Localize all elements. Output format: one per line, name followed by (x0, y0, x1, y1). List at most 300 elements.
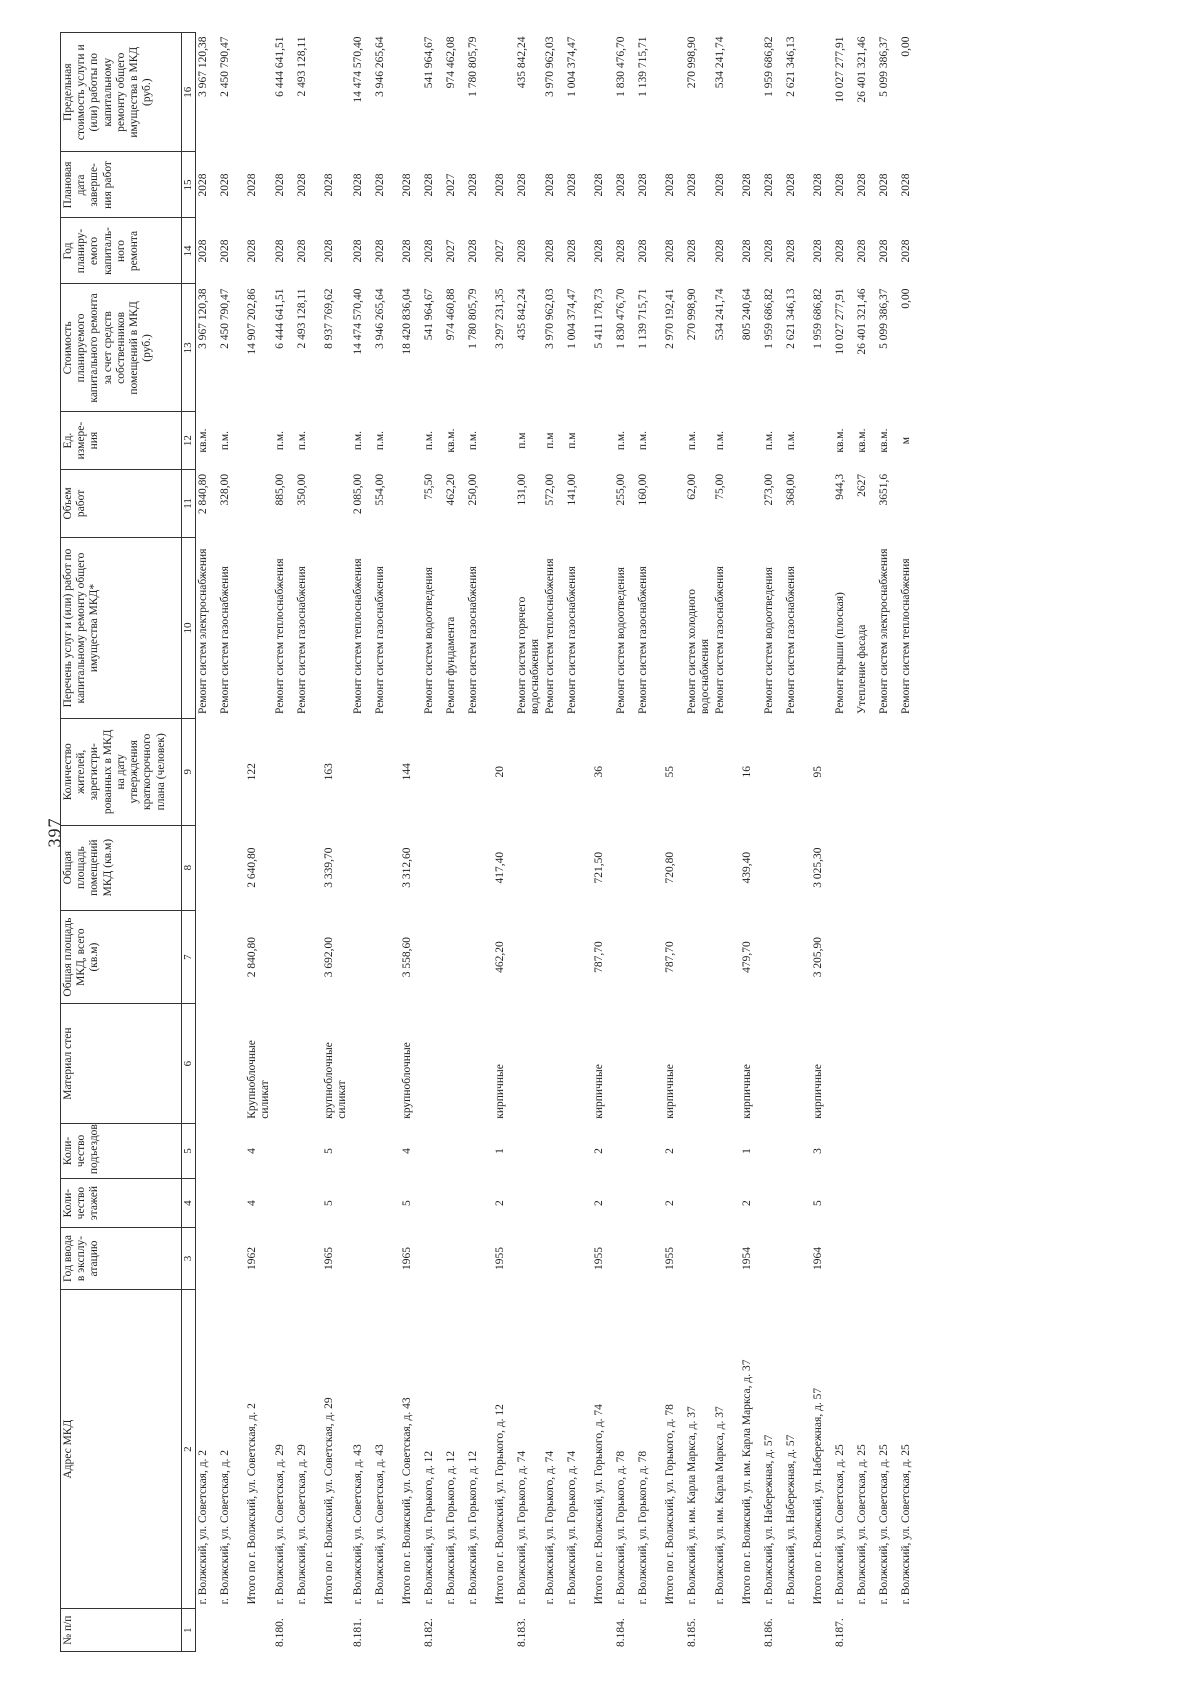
unit: п.м. (422, 430, 435, 451)
work-type: Ремонт систем теплоснабжения (900, 558, 913, 715)
completion-date: 2028 (543, 173, 556, 197)
column-header: Количество жителей, зарегистри-рованных в МКД на дату утверждения краткосрочного плана (человек) (61, 719, 182, 826)
premises-area (685, 825, 713, 910)
residents-count (351, 719, 373, 826)
limit-cost: 10 027 277,91 (834, 36, 847, 103)
work-type (658, 537, 685, 718)
row-number (395, 1609, 422, 1652)
completion-date: 2027 (444, 173, 457, 197)
work-type: Ремонт систем теплоснабжения (351, 558, 364, 715)
completion-date: 2028 (714, 173, 727, 197)
total-area (784, 910, 806, 1004)
repair-year: 2028 (515, 239, 528, 263)
row-number (240, 1609, 273, 1652)
column-header: Общая площадь МКД, всего (кв.м) (61, 910, 182, 1004)
work-volume: 75,00 (714, 473, 727, 500)
floors-count: 5 (323, 1200, 336, 1206)
total-row (587, 33, 614, 1652)
residents-count (614, 719, 636, 826)
repair-year: 2028 (422, 239, 435, 263)
planned-cost: 534 241,74 (714, 288, 727, 341)
limit-cost (658, 33, 685, 152)
total-row (806, 33, 833, 1652)
commissioning-year (444, 1228, 466, 1290)
repair-year: 2028 (351, 239, 364, 263)
floors-count (373, 1179, 395, 1228)
entrances-count: 3 (812, 1148, 825, 1154)
commissioning-year (713, 1228, 735, 1290)
floors-count (636, 1179, 658, 1228)
residents-count (877, 719, 899, 826)
entrances-count (636, 1123, 658, 1178)
wall-material: кирпичные (741, 1064, 754, 1119)
completion-date: 2028 (878, 173, 891, 197)
repair-year: 2028 (785, 239, 798, 263)
limit-cost (587, 33, 614, 152)
repair-year: 2027 (493, 239, 506, 263)
work-type: Ремонт систем теплоснабжения (543, 558, 556, 715)
premises-area (466, 825, 488, 910)
completion-date: 2028 (422, 173, 435, 197)
commissioning-year: 1964 (812, 1247, 825, 1270)
work-volume: 62,00 (685, 473, 698, 500)
planned-cost: 5 099 386,37 (878, 288, 891, 349)
planned-cost: 14 907 202,86 (245, 288, 258, 355)
work-type (317, 537, 350, 718)
premises-area: 3 312,60 (400, 847, 413, 888)
total-area (273, 910, 295, 1004)
address: г. Волжский, ул. Советская, д. 25 (878, 1444, 891, 1605)
repair-year: 2028 (834, 239, 847, 263)
address: г. Волжский, ул. Горького, д. 12 (466, 1450, 479, 1605)
unit: п.м. (636, 430, 649, 451)
row-number (735, 1609, 762, 1652)
row-number (877, 1609, 899, 1652)
work-type: Ремонт систем горячего водоснабжения (515, 596, 541, 715)
table-row (273, 33, 295, 1652)
total-row (735, 33, 762, 1652)
premises-area: 3 339,70 (323, 847, 336, 888)
residents-count (218, 719, 240, 826)
work-type: Ремонт систем холодного водоснабжения (685, 588, 712, 715)
column-number: 8 (182, 825, 196, 910)
commissioning-year: 1962 (245, 1247, 258, 1270)
work-type: Ремонт систем электроснабжения (878, 548, 891, 715)
address: Итого по г. Волжский, ул. им. Карла Маркса, д. 37 (741, 1359, 754, 1605)
address: г. Волжский, ул. Горького, д. 78 (636, 1450, 649, 1605)
table-row (295, 33, 317, 1652)
planned-cost: 3 967 120,38 (196, 288, 209, 349)
table-row (515, 33, 543, 1652)
premises-area (833, 825, 855, 910)
total-area: 462,20 (493, 941, 506, 973)
total-area: 479,70 (741, 941, 754, 973)
unit: п.м (515, 432, 528, 449)
total-area (218, 910, 240, 1004)
unit (658, 412, 685, 470)
commissioning-year (685, 1228, 713, 1290)
table-row (543, 33, 565, 1652)
completion-date: 2028 (373, 173, 386, 197)
wall-material (833, 1004, 855, 1123)
commissioning-year: 1955 (493, 1247, 506, 1270)
commissioning-year (515, 1228, 543, 1290)
repair-year: 2028 (636, 239, 649, 263)
row-number (855, 1609, 877, 1652)
column-header: Предельная стоимость услуги и (или) работы по капитальному ремонту общего имущества в МКД (руб.) (61, 33, 182, 152)
column-number: 13 (182, 284, 196, 412)
unit: п.м. (685, 430, 698, 451)
completion-date: 2028 (323, 173, 336, 197)
column-header: № п/п (61, 1609, 182, 1652)
commissioning-year (295, 1228, 317, 1290)
table-row (784, 33, 806, 1652)
completion-date: 2028 (636, 173, 649, 197)
column-header: Объем работ (61, 469, 182, 537)
column-header: Год ввода в эксплу-атацию (61, 1228, 182, 1290)
floors-count (273, 1179, 295, 1228)
entrances-count (543, 1123, 565, 1178)
planned-cost: 18 420 836,04 (400, 288, 413, 355)
column-header: Коли-чество подъездов (61, 1123, 182, 1178)
table-row (713, 33, 735, 1652)
address: г. Волжский, ул. Горького, д. 78 (614, 1450, 627, 1605)
premises-area (614, 825, 636, 910)
work-volume (899, 469, 921, 537)
total-area (515, 910, 543, 1004)
limit-cost (806, 33, 833, 152)
wall-material (636, 1004, 658, 1123)
planned-cost: 2 970 192,41 (663, 288, 676, 349)
limit-cost: 3 946 265,64 (373, 36, 386, 97)
completion-date: 2028 (856, 173, 869, 197)
column-number: 3 (182, 1228, 196, 1290)
unit (806, 412, 833, 470)
repair-year: 2028 (196, 239, 209, 263)
planned-cost: 26 401 321,46 (856, 288, 869, 355)
row-number: 8.186. (763, 1618, 776, 1647)
planned-cost: 0,00 (900, 288, 913, 309)
entrances-count (218, 1123, 240, 1178)
address: Итого по г. Волжский, ул. Горького, д. 78 (663, 1404, 676, 1605)
completion-date: 2028 (785, 173, 798, 197)
table-row (466, 33, 488, 1652)
completion-date: 2028 (466, 173, 479, 197)
work-type: Ремонт систем водоотведения (763, 567, 776, 715)
repair-year: 2028 (685, 239, 698, 263)
work-volume: 131,00 (515, 473, 528, 506)
work-volume: 2627 (856, 473, 869, 497)
entrances-count: 2 (592, 1148, 605, 1154)
commissioning-year (636, 1228, 658, 1290)
entrances-count (351, 1123, 373, 1178)
address: г. Волжский, ул. Горького, д. 74 (515, 1450, 528, 1605)
completion-date: 2028 (592, 173, 605, 197)
limit-cost: 974 462,08 (444, 36, 457, 89)
unit: кв.м. (878, 428, 891, 453)
repair-year: 2028 (878, 239, 891, 263)
premises-area (218, 825, 240, 910)
completion-date: 2028 (296, 173, 309, 197)
premises-area: 439,40 (741, 851, 754, 884)
limit-cost: 1 959 686,82 (763, 36, 776, 97)
entrances-count (515, 1123, 543, 1178)
commissioning-year (784, 1228, 806, 1290)
table-row (218, 33, 240, 1652)
address: Итого по г. Волжский, ул. Горького, д. 12 (493, 1404, 506, 1605)
entrances-count (899, 1123, 921, 1178)
premises-area (784, 825, 806, 910)
limit-cost: 2 621 346,13 (785, 36, 798, 97)
entrances-count (466, 1123, 488, 1178)
commissioning-year (422, 1228, 444, 1290)
premises-area (273, 825, 295, 910)
residents-count (373, 719, 395, 826)
address: Итого по г. Волжский, ул. Советская, д. 43 (400, 1397, 413, 1605)
row-number (784, 1609, 806, 1652)
work-type: Ремонт систем водоотведения (614, 567, 627, 715)
planned-cost: 1 004 374,47 (565, 288, 578, 349)
column-header: Общая площадь помещений МКД (кв.м) (61, 825, 182, 910)
floors-count (833, 1179, 855, 1228)
premises-area (565, 825, 587, 910)
total-area: 3 205,90 (812, 936, 825, 978)
work-type: Ремонт систем газоснабжения (785, 566, 798, 715)
work-type (806, 537, 833, 718)
completion-date: 2028 (741, 173, 754, 197)
total-area (877, 910, 899, 1004)
wall-material (273, 1004, 295, 1123)
row-number: 8.183. (515, 1618, 528, 1647)
premises-area: 417,40 (493, 851, 506, 884)
repair-year: 2028 (614, 239, 627, 263)
work-type: Ремонт систем газоснабжения (373, 566, 386, 715)
column-header: Коли-чество этажей (61, 1179, 182, 1228)
work-type (395, 537, 422, 718)
floors-count (422, 1179, 444, 1228)
limit-cost (317, 33, 350, 152)
table-row (614, 33, 636, 1652)
work-volume: 273,00 (763, 473, 776, 506)
completion-date: 2028 (515, 173, 528, 197)
repair-year: 2028 (812, 239, 825, 263)
table-row (899, 33, 921, 1652)
limit-cost: 1 004 374,47 (565, 36, 578, 97)
work-volume (587, 469, 614, 537)
unit: п.м. (373, 430, 386, 451)
limit-cost: 0,00 (900, 36, 913, 57)
floors-count (515, 1179, 543, 1228)
wall-material: Крупноблочные силикат (245, 1040, 271, 1119)
planned-cost: 1 780 805,79 (466, 288, 479, 349)
column-number: 5 (182, 1123, 196, 1178)
limit-cost: 26 401 321,46 (856, 36, 869, 103)
entrances-count (444, 1123, 466, 1178)
total-area (636, 910, 658, 1004)
unit: п.м. (614, 430, 627, 451)
row-number (488, 1609, 515, 1652)
table-row (373, 33, 395, 1652)
unit: п.м. (466, 430, 479, 451)
repair-year: 2028 (856, 239, 869, 263)
address: г. Волжский, ул. Советская, д. 2 (218, 1449, 231, 1605)
column-header: Стоимость планируемого капитального ремонта за счет средств собственников помещений в МКД (руб.) (61, 284, 182, 412)
limit-cost: 6 444 641,51 (274, 36, 287, 97)
wall-material (515, 1004, 543, 1123)
work-volume: 255,00 (614, 473, 627, 506)
total-area (195, 910, 218, 1004)
unit: п.м. (296, 430, 309, 451)
residents-count: 95 (812, 766, 825, 778)
planned-cost: 3 297 231,35 (493, 288, 506, 349)
total-row (240, 33, 273, 1652)
premises-area (422, 825, 444, 910)
row-number (636, 1609, 658, 1652)
repair-year: 2028 (663, 239, 676, 263)
residents-count (444, 719, 466, 826)
row-number (373, 1609, 395, 1652)
entrances-count (195, 1123, 218, 1178)
floors-count (543, 1179, 565, 1228)
repair-year: 2028 (592, 239, 605, 263)
wall-material (762, 1004, 784, 1123)
limit-cost: 270 998,90 (685, 36, 698, 89)
total-area (833, 910, 855, 1004)
work-type (735, 537, 762, 718)
work-volume: 250,00 (466, 473, 479, 506)
entrances-count (855, 1123, 877, 1178)
unit: п.м. (218, 430, 231, 451)
premises-area (543, 825, 565, 910)
entrances-count (273, 1123, 295, 1178)
row-number: 8.187. (834, 1618, 847, 1647)
premises-area (195, 825, 218, 910)
column-number: 4 (182, 1179, 196, 1228)
floors-count (614, 1179, 636, 1228)
repair-year: 2028 (245, 239, 258, 263)
entrances-count (877, 1123, 899, 1178)
residents-count (855, 719, 877, 826)
floors-count (685, 1179, 713, 1228)
unit: п.м. (274, 430, 287, 451)
residents-count (685, 719, 713, 826)
residents-count (422, 719, 444, 826)
total-area (422, 910, 444, 1004)
work-type: Ремонт фундамента (444, 616, 457, 715)
work-volume: 2 840,80 (196, 473, 209, 515)
row-number (317, 1609, 350, 1652)
column-number: 15 (182, 152, 196, 218)
address: Итого по г. Волжский, ул. Советская, д. 2 (245, 1403, 258, 1605)
premises-area: 2 640,80 (245, 847, 258, 888)
entrances-count (713, 1123, 735, 1178)
floors-count: 2 (592, 1200, 605, 1206)
work-type: Ремонт систем электроснабжения (196, 548, 209, 715)
row-number (658, 1609, 685, 1652)
table-row (422, 33, 444, 1652)
unit (488, 412, 515, 470)
floors-count: 2 (663, 1200, 676, 1206)
premises-area (351, 825, 373, 910)
wall-material: крупноблочные (400, 1042, 413, 1119)
repair-year: 2028 (373, 239, 386, 263)
limit-cost: 3 970 962,03 (543, 36, 556, 97)
work-type: Ремонт систем газоснабжения (636, 566, 649, 715)
total-row (488, 33, 515, 1652)
premises-area (877, 825, 899, 910)
floors-count (762, 1179, 784, 1228)
entrances-count: 4 (400, 1148, 413, 1154)
premises-area (713, 825, 735, 910)
column-header: Адрес МКД (61, 1289, 182, 1609)
capital-repair-table-sheet (60, 32, 1140, 1652)
completion-date: 2028 (663, 173, 676, 197)
column-number: 16 (182, 33, 196, 152)
completion-date: 2028 (400, 173, 413, 197)
repair-year: 2028 (466, 239, 479, 263)
repair-year: 2027 (444, 239, 457, 263)
completion-date: 2028 (834, 173, 847, 197)
address: г. Волжский, ул. Советская, д. 29 (274, 1444, 287, 1605)
table-row (195, 33, 218, 1652)
limit-cost: 14 474 570,40 (351, 36, 364, 103)
floors-count: 4 (245, 1200, 258, 1206)
residents-count (713, 719, 735, 826)
wall-material (877, 1004, 899, 1123)
work-type: Ремонт систем газоснабжения (296, 566, 309, 715)
work-volume (240, 469, 273, 537)
unit: кв.м. (444, 428, 457, 453)
total-area (899, 910, 921, 1004)
entrances-count (422, 1123, 444, 1178)
column-header: Перечень услуг и (или) работ по капитальному ремонту общего имущества МКД* (61, 537, 182, 718)
unit: кв.м. (196, 428, 209, 453)
work-volume: 2 085,00 (351, 473, 364, 515)
work-volume (735, 469, 762, 537)
total-area (614, 910, 636, 1004)
column-number: 6 (182, 1004, 196, 1123)
wall-material (351, 1004, 373, 1123)
row-number (466, 1609, 488, 1652)
residents-count (195, 719, 218, 826)
work-volume: 462,20 (444, 473, 457, 506)
wall-material (685, 1004, 713, 1123)
repair-year: 2028 (296, 239, 309, 263)
floors-count (784, 1179, 806, 1228)
commissioning-year (565, 1228, 587, 1290)
work-type (240, 537, 273, 718)
unit: м (900, 436, 913, 445)
planned-cost: 3 946 265,64 (373, 288, 386, 349)
residents-count: 55 (663, 766, 676, 778)
commissioning-year (899, 1228, 921, 1290)
completion-date: 2028 (245, 173, 258, 197)
wall-material (899, 1004, 921, 1123)
planned-cost: 1 959 686,82 (763, 288, 776, 349)
address: Итого по г. Волжский, ул. Советская, д. 29 (323, 1397, 336, 1605)
table-row (351, 33, 373, 1652)
commissioning-year (195, 1228, 218, 1290)
total-area: 2 840,80 (245, 936, 258, 978)
premises-area (295, 825, 317, 910)
work-volume: 3651,6 (878, 473, 891, 506)
commissioning-year (614, 1228, 636, 1290)
wall-material (466, 1004, 488, 1123)
row-number: 8.180. (274, 1618, 287, 1647)
total-area: 3 558,60 (400, 936, 413, 978)
floors-count (466, 1179, 488, 1228)
commissioning-year: 1955 (592, 1247, 605, 1270)
